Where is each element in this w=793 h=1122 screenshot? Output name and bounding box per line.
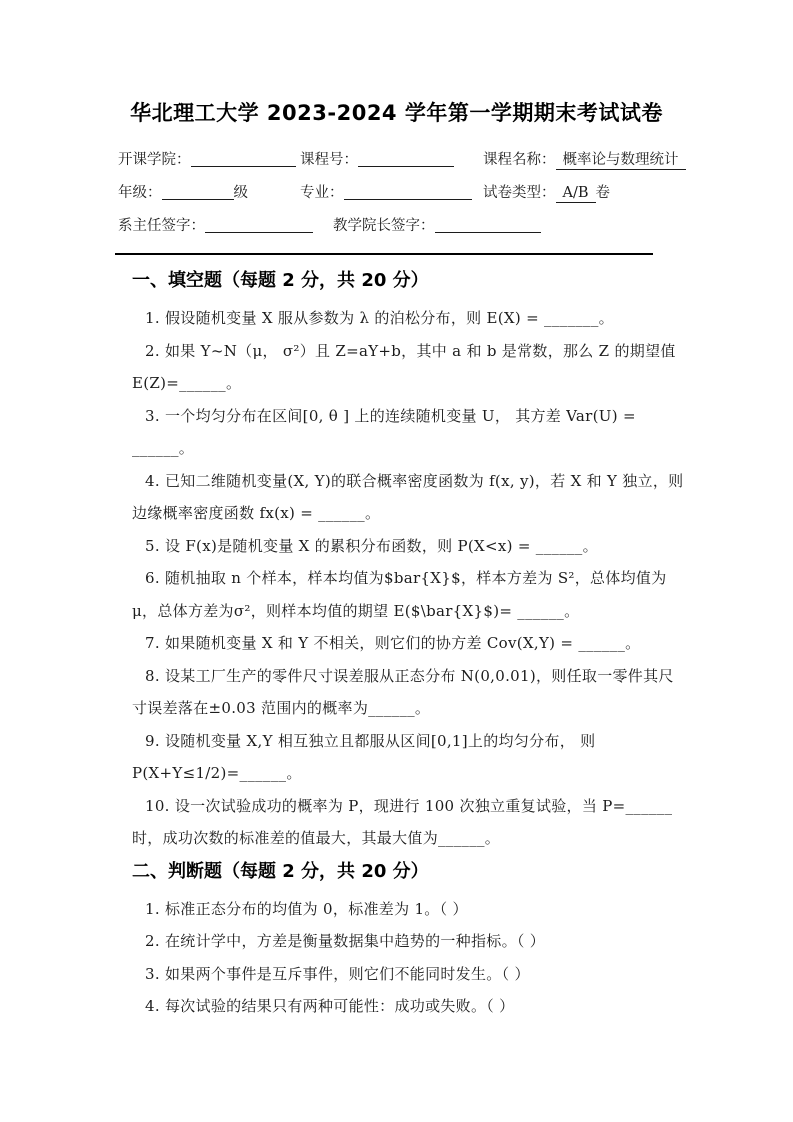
dept-head-sign-field (118, 210, 313, 243)
major-field (300, 177, 472, 210)
grade-suffix: 级 (233, 185, 248, 201)
department-blank (191, 152, 296, 168)
exam-title: 华北理工大学 2023-2024 学年第一学期期末考试试卷 (130, 101, 663, 125)
course-name-field (483, 144, 686, 177)
true-false-question-2: 2. 在统计学中，方差是衡量数据集中趋势的一种指标。（ ） (145, 932, 546, 950)
header-form-row-3 (118, 210, 685, 243)
fill-blank-question-2: 2. 如果 Y~N（μ， σ²）且 Z=aY+b，其中 a 和 b 是常数，那么 Z 的期望值E(Z)=______。 (132, 341, 676, 392)
department-label: 开课学院： (118, 152, 191, 168)
true-false-question-3: 3. 如果两个事件是互斥事件，则它们不能同时发生。（ ） (145, 964, 530, 983)
major-label: 专业： (300, 185, 344, 201)
major-blank (344, 185, 472, 201)
fill-blank-question-7: 7. 如果随机变量 X 和 Y 不相关，则它们的协方差 Cov(X,Y) = ______。 (145, 634, 641, 652)
course-name-value: 概率论与数理统计 (556, 152, 686, 170)
fill-blank-question-10: 10. 设一次试验成功的概率为 P，现进行 100 次独立重复试验，当 P=______时，成功次数的标准差的值最大，其最大值为______。 (132, 796, 673, 847)
section-fill-blanks-heading: 一、填空题（每题 2 分，共 20 分） (132, 270, 429, 291)
fill-blank-question-5: 5. 设 F(x)是随机变量 X 的累积分布函数，则 P(X<x) = ______。 (145, 536, 598, 555)
exam-header-form (118, 144, 685, 243)
course-name-label: 课程名称： (483, 152, 556, 168)
section-true-false-heading: 二、判断题（每题 2 分，共 20 分） (132, 860, 429, 882)
paper-type-value: A/B (556, 185, 596, 203)
true-false-question-4: 4. 每次试验的结果只有两种可能性：成功或失败。（ ） (145, 997, 515, 1015)
true-false-question-1: 1. 标准正态分布的均值为 0，标准差为 1。（ ） (145, 899, 468, 918)
exam-content (132, 266, 687, 1023)
grade-label: 年级： (118, 185, 162, 201)
fill-blank-question-8: 8. 设某工厂生产的零件尺寸误差服从正态分布 N(0,0.01)，则任取一零件其尺寸误差落在±0.03 范围内的概率为______。 (132, 666, 674, 717)
paper-type-field (483, 177, 610, 210)
dean-sign-field (333, 210, 541, 243)
fill-blank-question-3: 3. 一个均匀分布在区间[0, θ ] 上的连续随机变量 U， 其方差 Var(U) = ______。 (132, 406, 636, 457)
course-no-blank (358, 152, 454, 168)
dean-sign-label: 教学院长签字： (333, 218, 435, 234)
grade-field (118, 177, 248, 210)
course-no-label: 课程号： (300, 152, 358, 168)
fill-blank-question-6: 6. 随机抽取 n 个样本，样本均值为$bar{X}$，样本方差为 S²，总体均值为 μ，总体方差为σ²，则样本均值的期望 E($\bar{X}$)= ______。 (132, 569, 667, 620)
paper-type-label: 试卷类型： (483, 185, 556, 201)
dean-sign-blank (435, 218, 541, 234)
header-form-row-1 (118, 144, 685, 177)
course-no-field (300, 144, 454, 177)
fill-blank-question-9: 9. 设随机变量 X,Y 相互独立且都服从区间[0,1]上的均匀分布， 则 P(X+Y≤1/2)=______。 (132, 731, 596, 782)
fill-blank-question-4: 4. 已知二维随机变量(X, Y)的联合概率密度函数为 f(x, y)，若 X 和 Y 独立，则边缘概率密度函数 fx(x) = ______。 (132, 471, 684, 522)
dept-head-sign-label: 系主任签字： (118, 218, 205, 234)
header-divider (115, 253, 653, 255)
grade-blank (162, 185, 234, 201)
header-form-row-2 (118, 177, 685, 210)
fill-blank-question-1: 1. 假设随机变量 X 服从参数为 λ 的泊松分布，则 E(X) = _______。 (145, 309, 614, 327)
dept-head-sign-blank (205, 218, 313, 234)
paper-type-suffix: 卷 (595, 185, 611, 201)
department-field (118, 144, 296, 177)
